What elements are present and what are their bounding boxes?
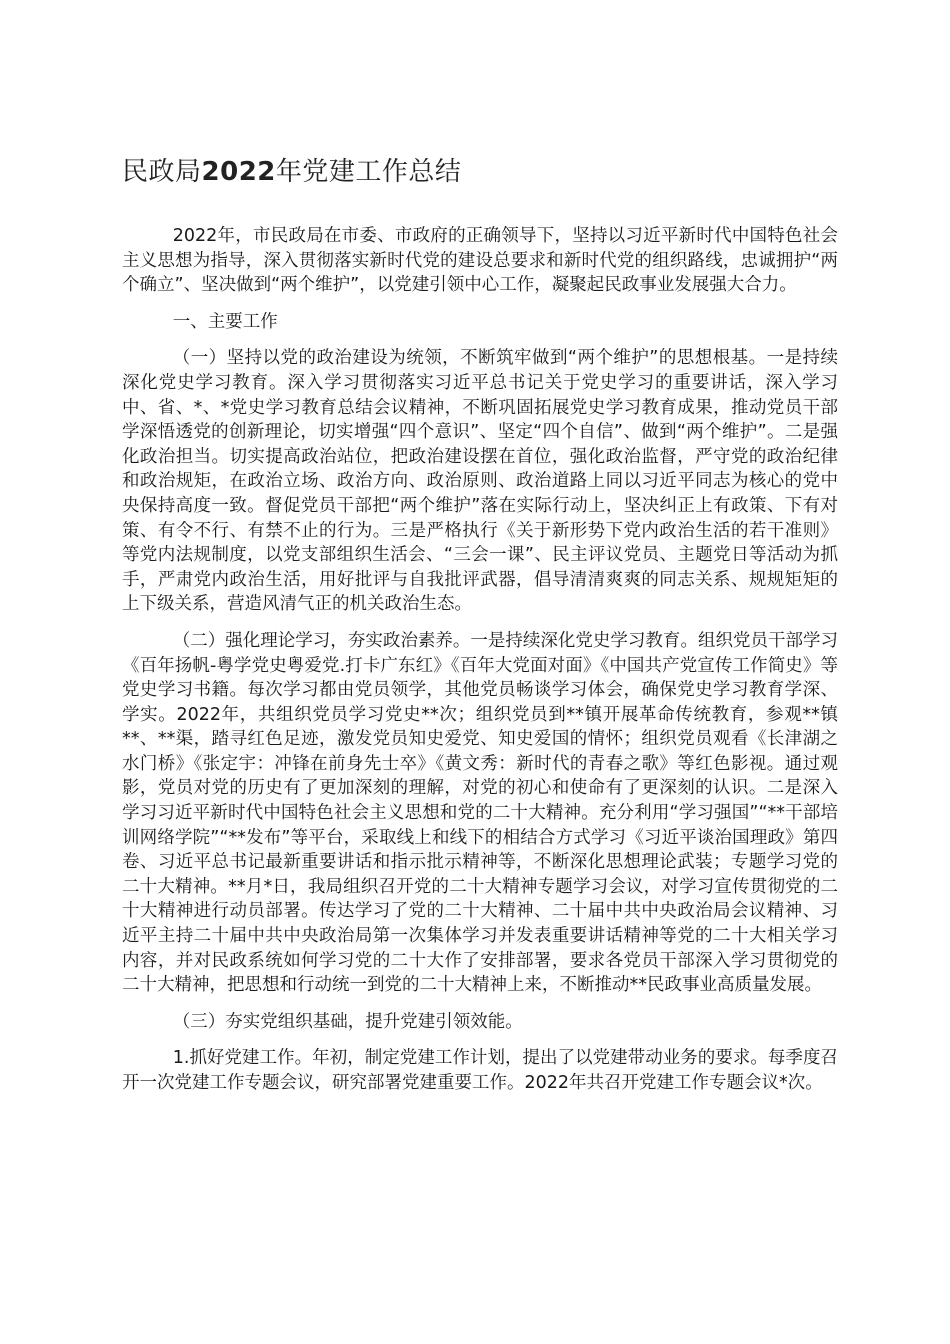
title-suffix: 年党建工作总结 [275,157,462,187]
subsection-1-paragraph: （一）坚持以党的政治建设为统领，不断筑牢做到“两个维护”的思想根基。一是持续深化党史学习教育。深入学习贯彻落实习近平总书记关于党史学习的重要讲话，深入学习中、省、*、*党史学习教育总结会议精神，不断巩固拓展党史学习教育成果，推动党员干部学深悟透党的创新理论，切实增强“四个意识”、坚定“四个自信”、做到“两个维护”。二是强化政治担当。切实提高政治站位，把政治建设摆在首位，强化政治监督，严守党的政治纪律和政治规矩，在政治立场、政治方向、政治原则、政治道路上同以习近平同志为核心的党中央保持高度一致。督促党员干部把“两个维护”落在实际行动上，坚决纠正上有政策、下有对策、有令不行、有禁不止的行为。三是严格执行《关于新形势下党内政治生活的若干准则》等党内法规制度，以党支部组织生活会、“三会一课”、民主评议党员、主题党日等活动为抓手，严肃党内政治生活，用好批评与自我批评武器，倡导清清爽爽的同志关系、规规矩矩的上下级关系，营造风清气正的机关政治生态。 [122,348,838,615]
subsection-3-heading: （三）夯实党组织基础，提升党建引领效能。 [172,1011,523,1032]
document-title [122,150,838,194]
item-1-paragraph: 1.抓好党建工作。年初，制定党建工作计划，提出了以党建带动业务的要求。每季度召开一次党建工作专题会议，研究部署党建重要工作。2022年共召开党建工作专题会议*次。 [122,1048,838,1093]
section-heading-main-work: 一、主要工作 [172,311,278,332]
title-prefix: 民政局 [122,157,202,187]
intro-paragraph: 2022年，市民政局在市委、市政府的正确领导下，坚持以习近平新时代中国特色社会主义思想为指导，深入贯彻落实新时代党的建设总要求和新时代党的组织路线，忠诚拥护“两个确立”、坚决做到“两个维护”，以党建引领中心工作，凝聚起民政事业发展强大合力。 [122,226,838,296]
subsection-2-paragraph: （二）强化理论学习，夯实政治素养。一是持续深化党史学习教育。组织党员干部学习《百年扬帆-粤学党史粤爱党.打卡广东红》《百年大党面对面》《中国共产党宣传工作简史》等党史学习书籍。每次学习都由党员领学，其他党员畅谈学习体会，确保党史学习教育学深、学实。2022年，共组织党员学习党史**次；组织党员到**镇开展革命传统教育，参观**镇**、**渠，踏寻红色足迹，激发党员知史爱党、知史爱国的情怀；组织党员观看《长津湖之水门桥》《张定宇：冲锋在前身先士卒》《黄文秀：新时代的青春之歌》等红色影视。通过观影，党员对党的历史有了更加深刻的理解，对党的初心和使命有了更深刻的认识。二是深入学习习近平新时代中国特色社会主义思想和党的二十大精神。充分利用“学习强国”“**干部培训网络学院”“**发布”等平台，采取线上和线下的相结合方式学习《习近平谈治国理政》第四卷、习近平总书记最新重要讲话和指示批示精神等，不断深化思想理论武装；专题学习党的二十大精神。**月*日，我局组织召开党的二十大精神专题学习会议，对学习宣传贯彻党的二十大精神进行动员部署。传达学习了党的二十大精神、二十届中共中央政治局会议精神、习近平主持二十届中共中央政治局第一次集体学习并发表重要讲话精神等党的二十大相关学习内容，并对民政系统如何学习党的二十大作了安排部署，要求各党员干部深入学习贯彻党的二十大精神，把思想和行动统一到党的二十大精神上来，不断推动**民政事业高质量发展。 [122,630,838,996]
document-page [122,150,838,1108]
title-year: 2022 [201,157,276,187]
